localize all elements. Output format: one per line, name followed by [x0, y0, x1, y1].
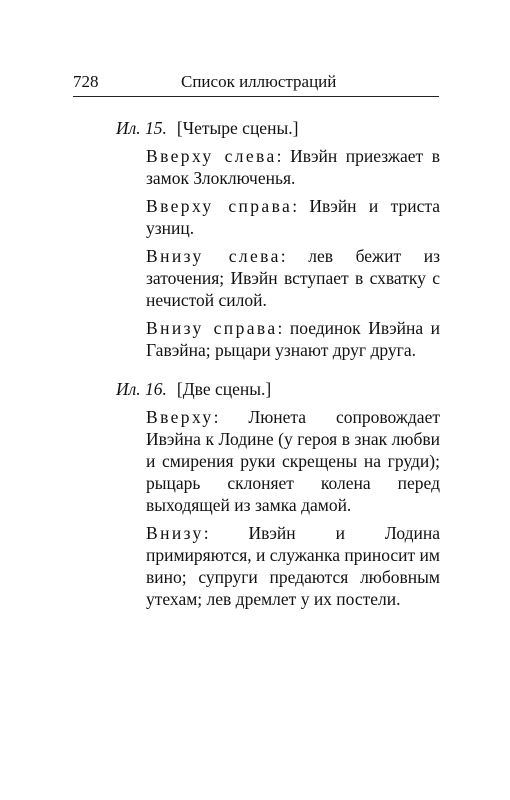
item-label: Вверху справа [146, 196, 293, 216]
item-label: Внизу справа [146, 318, 278, 338]
entry-15-item-bottom-right [146, 317, 440, 361]
item-text: : Ивэйн приезжает в замок Злоключенья. [146, 146, 440, 188]
item-text: : Люнета сопровождает Ивэйна к Лодине (у героя в знак любви и смирения руки скрещены на груди); рыцарь склоняет колена перед выходящей из замка дамой. [146, 407, 440, 515]
item-label: Внизу [146, 523, 204, 543]
entry-15-item-top-right [146, 195, 440, 239]
entry-15-body [146, 145, 440, 361]
entry-16-item-bottom [146, 522, 440, 610]
item-text: : Ивэйн и триста узниц. [146, 196, 440, 238]
running-title: Список иллюстраций [181, 72, 337, 91]
page-number: 728 [73, 72, 99, 91]
entry-15-heading [116, 117, 446, 139]
entry-15-item-top-left [146, 145, 440, 189]
entry-15-title: [Четыре сцены.] [176, 118, 299, 138]
entry-16-heading [116, 378, 446, 400]
entry-15-item-bottom-left [146, 245, 440, 311]
item-text: : поединок Ивэйна и Гавэйна; рыцари узнают друг друга. [146, 318, 441, 360]
item-label: Вверху [146, 407, 214, 427]
item-text: : лев бежит из заточения; Ивэйн вступает в схватку с нечистой силой. [146, 246, 440, 310]
item-label: Вверху слева [146, 146, 277, 166]
item-text: : Ивэйн и Лодина примиряются, и служанка приносит им вино; супруги предаются любовным утехам; лев дремлет у их постели. [146, 523, 440, 609]
entry-16-number: Ил. 16. [116, 379, 167, 399]
entry-16-item-top [146, 406, 440, 516]
entry-spacer [116, 361, 446, 378]
entry-15-number: Ил. 15. [116, 118, 167, 138]
item-label: Внизу слева [146, 246, 281, 266]
illustration-list [116, 117, 446, 610]
entry-16-title: [Две сцены.] [176, 379, 272, 399]
page-header [73, 68, 439, 97]
entry-16-body [146, 406, 440, 610]
